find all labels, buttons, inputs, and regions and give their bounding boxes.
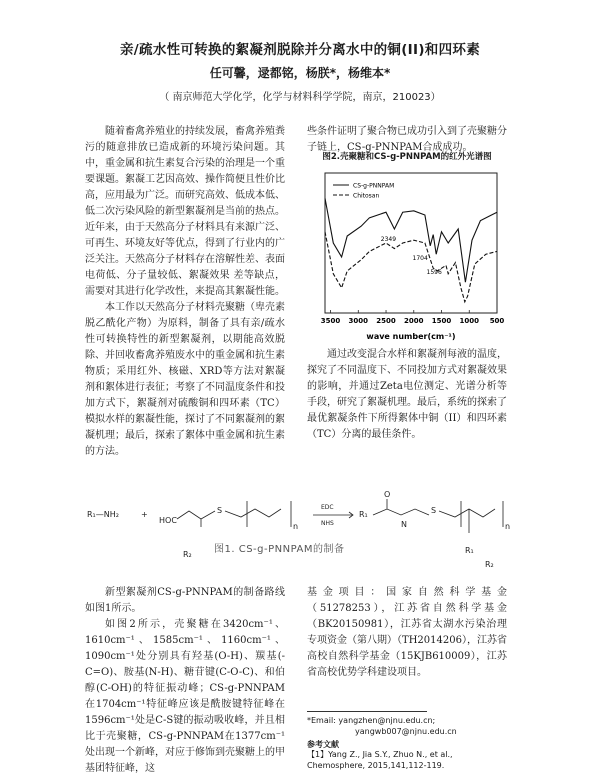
author-list: 任可馨，逯都铭，杨朕*，杨维本* — [209, 66, 391, 80]
chart-x-axis-label: wave number(cm⁻¹) — [366, 332, 456, 341]
peak-annotation: 1596 — [426, 269, 442, 277]
paper-title: 亲/疏水性可转换的絮凝剂脱除并分离水中的铜(II)和四环素 — [119, 42, 480, 58]
email-line-2: yangwb007@njnu.edu.cn — [355, 727, 457, 736]
method-paragraph-2: 如图2所示，壳聚糖在3420cm⁻¹、1610cm⁻¹、1585cm⁻¹、1160cm⁻¹、1090cm⁻¹处分别具有羟基(O-H)、羰基(-C=O)、胺基(N-H)、糖苷键(C-O-C)、和伯醇(C-OH)的特征振动峰；CS-g-PNNPAM在1704cm⁻¹特征峰应该是酰胺键特征峰在1596cm⁻¹处是C-S键的振动吸收峰，并且相比于壳聚糖，CS-g-PNNPAM在1377cm⁻¹处出现一个新峰，对应于修饰到壳聚糖上的甲基团特征峰，这 — [85, 619, 285, 774]
scheme-r2-bottom: R₂ — [485, 560, 494, 569]
figure-1-caption: 图1. CS-g-PNNPAM的制备 — [214, 544, 345, 555]
scheme-hoc: HOC — [159, 516, 177, 525]
scheme-r2-left: R₂ — [183, 550, 192, 559]
scheme-o: O — [384, 490, 391, 499]
scheme-right-bracket — [461, 501, 503, 527]
scheme-left-chain — [177, 511, 215, 527]
scheme-left-group: R₁—NH₂ — [87, 510, 119, 519]
scheme-left-polymer — [225, 509, 281, 517]
intro-paragraph-2: 本工作以天然高分子材料壳聚糖（卑壳素脱乙酰化产物）为原料，制备了具有亲/疏水性可转换特性的新型絮凝剂，以期能高效脱除、并回收畜禽养殖废水中的重金属和抗生素物质；采用红外、核磁、XRD等方法对絮凝剂和絮体进行表征；考察了不同温度条件和投加方式下，絮凝剂对硫酸铜和四环素（TC）模拟水样的絮凝性能，探讨了不同絮凝剂的絮凝机理；最后，探索了絮体中重金属和抗生素的方法。 — [85, 302, 285, 457]
scheme-plus: + — [141, 510, 148, 519]
series-line-1 — [325, 198, 497, 282]
peak-annotation: 1704 — [412, 254, 428, 262]
method-paragraph-1: 新型絮凝剂CS-g-PNNPAM的制备路线如图1所示。 — [85, 587, 285, 614]
ir-spectrum-chart — [307, 163, 507, 348]
scheme-reagent-top: EDC — [321, 504, 334, 511]
scheme-s-left: S — [217, 506, 223, 515]
reference-1: 【1】Yang Z., Jia S.Y., Zhuo N., et al., Chemosphere, 2015,141,112-119. — [307, 750, 453, 770]
chart-ticks-group — [321, 310, 505, 325]
figure-2-caption: 图2.壳聚糖和CS-g-PNNPAM的红外光谱图 — [322, 152, 492, 162]
chart-legend-group — [333, 183, 394, 200]
scheme-left-bracket — [247, 501, 291, 527]
x-tick-label: 1000 — [459, 317, 480, 325]
peak-annotation: 2349 — [380, 236, 397, 243]
affiliation: （ 南京师范大学化学，化学与材料科学学院，南京，210023） — [159, 92, 441, 103]
funding-paragraph: 基金项目：国家自然科学基金（51278253），江苏省自然科学基金（BK20150981），江苏省太湖水污染治理专项资金（第八期）（TH2014206），江苏省高校自然科学基金（15KJB610009），江苏省高校优势学科建设项目。 — [307, 587, 507, 678]
scheme-n-left: n — [293, 522, 299, 531]
footnote-divider — [307, 711, 427, 712]
x-tick-label: 2000 — [404, 317, 424, 325]
scheme-reagent-bottom: NHS — [321, 520, 334, 527]
reaction-scheme — [85, 487, 515, 582]
scheme-right-polymer — [439, 509, 495, 533]
references-heading: 参考文献 — [307, 740, 339, 749]
x-tick-label: 2500 — [376, 317, 396, 325]
intro-paragraph-1: 随着畜禽养殖业的持续发展，畜禽养殖粪污的随意排放已造成新的环境污染问题。其中，重金属和抗生素复合污染的治理是一个重要课题。絮凝工艺因高效、操作简便且性价比高，应用最为广泛。而研究高效、低成本低、低二次污染风险的新型絮凝剂是当前的热点。近年来，由于天然高分子材料具有来源广泛、可再生、环境友好等优点，得到了行业内的广泛关注。天然高分子材料存在溶解性差、表面电荷低、分子量较低、絮凝效果 差等缺点，需要对其进行化学改性，来提高其絮凝性能。 — [85, 126, 285, 297]
x-tick-label: 500 — [489, 317, 505, 325]
scheme-n-right: n — [505, 522, 511, 531]
chart-annotations-group — [381, 236, 442, 276]
right-column-bottom — [307, 585, 507, 681]
email-line-1: *Email: yangzhen@njnu.edu.cn; — [307, 716, 436, 725]
scheme-amide-chain — [373, 499, 429, 515]
scheme-n-label: N — [401, 520, 407, 529]
x-tick-label: 3000 — [348, 317, 369, 325]
scheme-r1: R₁ — [359, 510, 368, 519]
legend-label: CS-g-PNNPAM — [353, 182, 395, 190]
right-paragraph-1: 些条件证明了聚合物已成功引入到了壳聚糖分子链上，CS-g-PNNPAM合成成功。 — [307, 126, 507, 153]
scheme-s-right: S — [431, 506, 437, 515]
x-tick-label: 1500 — [431, 317, 452, 325]
legend-label: Chitosan — [353, 192, 380, 200]
left-column-bottom — [85, 585, 285, 777]
email-footnote — [307, 715, 507, 737]
x-tick-label: 3500 — [320, 317, 341, 325]
scheme-r1-bottom: R₁ — [465, 546, 474, 555]
right-paragraph-2: 通过改变混合水样和絮凝剂每液的温度，探究了不同温度下、不同投加方式对絮凝效果的影响，并通过Zeta电位测定、光谱分析等手段，研究了絮凝机理。最后，系统的探索了最优絮凝条件下所得絮体中铜（II）和四环素（TC）分离的最佳条件。 — [307, 349, 507, 440]
chart-series-group — [325, 198, 497, 302]
right-column-middle — [307, 347, 507, 443]
left-column-top — [85, 124, 285, 460]
